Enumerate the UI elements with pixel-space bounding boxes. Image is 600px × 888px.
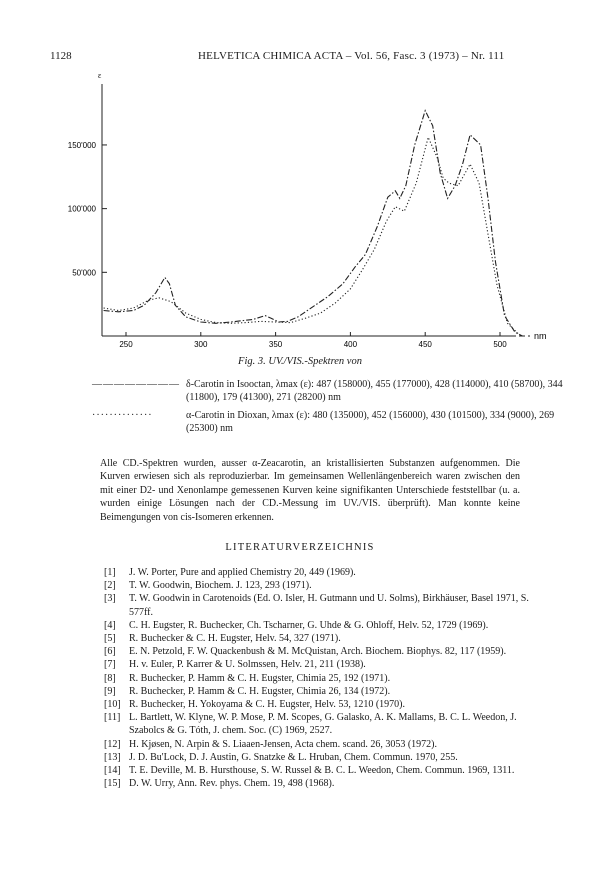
uv-vis-spectrum-chart <box>0 60 600 350</box>
reference-text: R. Buchecker & C. H. Eugster, Helv. 54, 327 (1971). <box>129 633 341 645</box>
reference-item <box>104 592 534 618</box>
y-tick-label: 150'000 <box>67 140 96 150</box>
reference-number: [1] <box>104 567 116 578</box>
reference-item <box>104 751 534 764</box>
series-line-alpha-carotin <box>104 137 518 333</box>
reference-item <box>104 619 534 632</box>
x-tick-label: 500 <box>493 340 507 349</box>
reference-text: T. E. Deville, M. B. Hursthouse, S. W. Russel & B. C. L. Weedon, Chem. Commun. 1969, 1311. <box>129 765 515 777</box>
reference-item <box>104 566 534 579</box>
reference-number: [13] <box>104 751 121 763</box>
references-heading: LITERATURVERZEICHNIS <box>225 542 375 553</box>
x-tick-label: 450 <box>418 340 432 349</box>
legend-text-delta: δ-Carotin in Isooctan, λmax (ε): 487 (158000), 455 (177000), 428 (114000), 410 (58700), 344 (11800), 179 (41300), 271 (28200) nm <box>186 379 563 403</box>
chart-axes <box>102 84 530 336</box>
reference-item <box>104 777 534 790</box>
reference-text: J. D. Bu'Lock, D. J. Austin, G. Snatzke & L. Hruban, Chem. Commun. 1970, 255. <box>129 751 458 763</box>
y-tick-label: 100'000 <box>67 204 96 214</box>
reference-text: T. W. Goodwin in Carotenoids (Ed. O. Isler, H. Gutmann und U. Solms), Birkhäuser, Basel 1971, S. 577ff. <box>129 593 529 618</box>
reference-text: C. H. Eugster, R. Buchecker, Ch. Tscharner, G. Uhde & G. Ohloff, Helv. 52, 1729 (1969). <box>129 619 489 631</box>
reference-item <box>104 698 534 711</box>
reference-text: H. Kjøsen, N. Arpin & S. Liaaen-Jensen, Acta chem. scand. 26, 3053 (1972). <box>129 738 437 750</box>
journal-title: HELVETICA CHIMICA ACTA – Vol. 56, Fasc. 3 (1973) – Nr. 111 <box>198 50 505 62</box>
reference-item <box>104 658 534 671</box>
x-axis-unit-label: nm <box>534 331 547 341</box>
reference-text: L. Bartlett, W. Klyne, W. P. Mose, P. M. Scopes, G. Galasko, A. K. Mallams, B. C. L. Weedon, J. Szabolcs & G. Tóth, J. chem. Soc. (C) 1969, 2527. <box>129 712 517 737</box>
x-tick-label: 250 <box>119 340 133 349</box>
legend-symbol-dotted: ·············· <box>92 410 153 421</box>
y-axis-label: ε <box>98 71 102 80</box>
reference-item <box>104 685 534 698</box>
reference-number: [14] <box>104 765 121 777</box>
x-tick-label: 300 <box>194 340 208 349</box>
reference-number: [12] <box>104 738 121 750</box>
reference-number: [11] <box>104 712 121 724</box>
reference-text: R. Buchecker, P. Hamm & C. H. Eugster, Chimia 26, 134 (1972). <box>129 685 391 697</box>
reference-item <box>104 579 534 592</box>
x-tick-label: 350 <box>268 340 283 349</box>
reference-text: E. N. Petzold, F. W. Quackenbush & M. McQuistan, Arch. Biochem. Biophys. 82, 117 (1959). <box>129 646 507 658</box>
reference-number: [6] <box>104 646 116 658</box>
reference-item <box>104 632 534 645</box>
reference-number: [2] <box>104 580 116 592</box>
reference-text: R. Buchecker, P. Hamm & C. H. Eugster, Chimia 25, 192 (1971). <box>129 672 391 684</box>
reference-number: [7] <box>104 659 116 671</box>
reference-item <box>104 764 534 777</box>
reference-item <box>104 672 534 685</box>
reference-number: [10] <box>104 699 121 711</box>
page-number: 1128 <box>50 50 72 62</box>
reference-number: [15] <box>104 778 121 790</box>
legend-symbol-dashdot: ———————— <box>92 379 180 390</box>
reference-text: J. W. Porter, Pure and applied Chemistry 20, 449 (1969). <box>129 567 356 578</box>
reference-text: R. Buchecker, H. Yokoyama & C. H. Eugster, Helv. 53, 1210 (1970). <box>129 699 406 711</box>
series-line-delta-carotin <box>104 111 523 336</box>
legend-text-alpha: α-Carotin in Dioxan, λmax (ε): 480 (135000), 452 (156000), 430 (101500), 334 (9000), 269 (25300) nm <box>186 410 555 434</box>
x-tick-label: 400 <box>343 340 358 349</box>
reference-number: [9] <box>104 685 116 697</box>
y-tick-label: 50'000 <box>72 268 96 278</box>
body-paragraph: Alle CD.-Spektren wurden, ausser α-Zeacarotin, an kristallisierten Substanzen aufgenommen. Die Kurven erwiesen sich als reproduzierbar. Im gemeinsamen Wellenlängenbereich waren zwischen den mit einer D2- und Xenonlampe gemessenen Kurven keine signifikanten Unterschiede feststellbar (u. a. wurden einige Lösungen nach der CD.-Messung im UV./VIS. überprüft). Man konnte keine Beimengungen von cis-Isomeren erkennen. <box>100 458 520 523</box>
reference-item <box>104 738 534 751</box>
reference-number: [3] <box>104 593 116 605</box>
reference-text: T. W. Goodwin, Biochem. J. 123, 293 (1971). <box>129 580 312 592</box>
reference-text: D. W. Urry, Ann. Rev. phys. Chem. 19, 498 (1968). <box>129 778 335 790</box>
reference-number: [8] <box>104 672 116 684</box>
chart-series <box>104 111 523 336</box>
reference-text: H. v. Euler, P. Karrer & U. Solmssen, Helv. 21, 211 (1938). <box>129 659 366 671</box>
reference-list <box>104 566 534 790</box>
figure-caption: Fig. 3. UV./VIS.-Spektren von <box>238 356 362 367</box>
reference-item <box>104 711 534 737</box>
reference-item <box>104 645 534 658</box>
reference-number: [5] <box>104 633 116 645</box>
reference-number: [4] <box>104 619 116 631</box>
